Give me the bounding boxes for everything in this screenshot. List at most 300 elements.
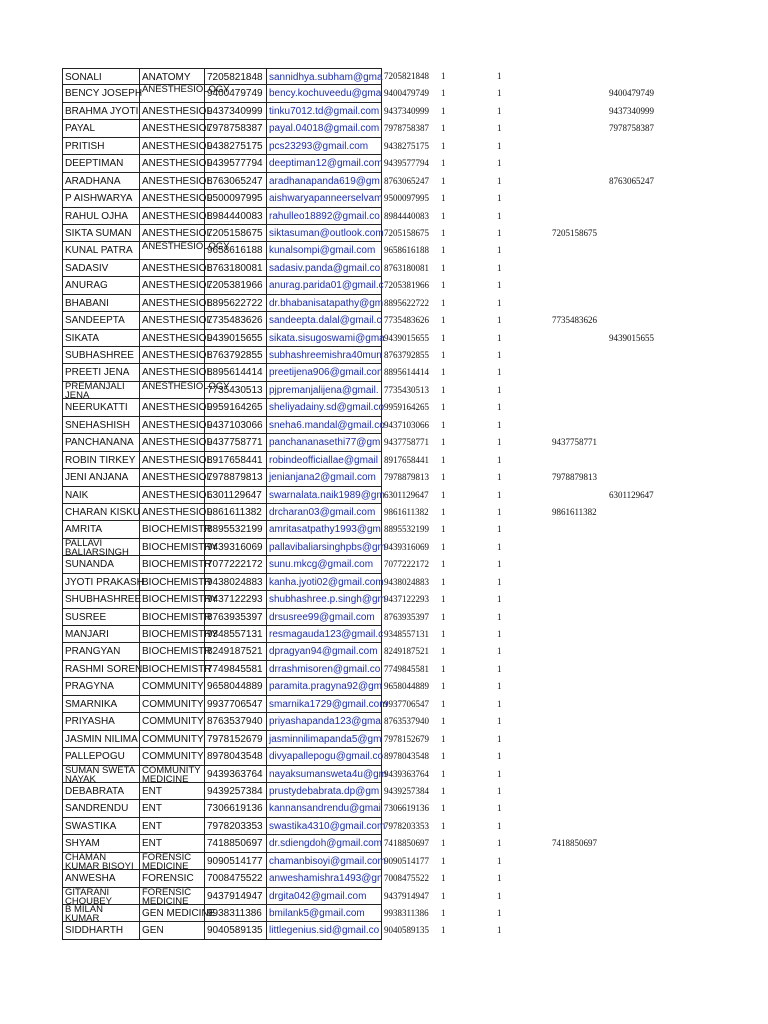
phone-cell: 9500097995	[205, 190, 267, 207]
extra-phone-cell	[607, 818, 687, 835]
department-cell: ENT	[140, 818, 205, 835]
phone-copy-cell: 9040589135	[384, 925, 429, 936]
email-cell: resmagauda123@gmail.c	[267, 626, 382, 643]
department-cell: FORENSIC	[140, 870, 205, 887]
department-cell: FORENSIC MEDICINE	[140, 888, 205, 905]
extra-phone-cell	[607, 905, 687, 922]
phone-cell: 8763065247	[205, 173, 267, 190]
department-cell: GEN	[140, 922, 205, 939]
email-cell: sadasiv.panda@gmail.co	[267, 260, 382, 277]
phone-copy-cell: 7418850697	[384, 838, 429, 849]
department-cell: BIOCHEMISTRY	[140, 539, 205, 556]
phone-copy-cell: 9437103066	[384, 419, 429, 430]
count-cell: 1	[497, 524, 502, 535]
phone-cell: 7749845581	[205, 661, 267, 678]
extra-phone-cell	[607, 68, 687, 85]
name-cell: JYOTI PRAKASH	[62, 574, 140, 591]
count-cell: 1	[497, 193, 502, 204]
phone-copy-cell: 7978152679	[384, 733, 429, 744]
phone-copy-cell: 7205381966	[384, 280, 429, 291]
count-cell: 1	[441, 123, 446, 134]
extra-phone-cell	[607, 260, 687, 277]
count-cell: 1	[497, 785, 502, 796]
name-cell: KUNAL PATRA	[62, 242, 140, 259]
count-cell: 1	[441, 820, 446, 831]
count-cell: 1	[441, 332, 446, 343]
count-cell: 1	[441, 175, 446, 186]
department-cell: ANESTHESIOL	[140, 330, 205, 347]
count-cell: 1	[441, 227, 446, 238]
phone-copy-cell: 8763792855	[384, 350, 429, 360]
count-cell: 1	[441, 297, 446, 308]
email-cell: bency.kochuveedu@gma	[267, 85, 382, 102]
phone-cell: 7077222172	[205, 556, 267, 573]
extra-phone-cell	[607, 399, 687, 416]
count-cell: 1	[497, 541, 502, 552]
department-cell: COMMUNITY	[140, 696, 205, 713]
phone-cell: 9400479749	[205, 85, 267, 102]
count-cell: 1	[441, 629, 446, 639]
department-cell: BIOCHEMISTR	[140, 521, 205, 538]
extra-phone-cell	[607, 661, 687, 678]
department-cell: ANESTHESIOL	[140, 417, 205, 434]
count-cell: 1	[497, 140, 502, 151]
phone-cell: 9439257384	[205, 783, 267, 800]
extra-phone-cell	[607, 364, 687, 381]
count-cell: 1	[441, 140, 446, 151]
email-cell: pjpremanjalijena@gmail.	[267, 382, 382, 399]
department-cell: ANESTHESIOL	[140, 312, 205, 329]
count-cell: 1	[497, 611, 502, 622]
phone-cell: 9437122293	[205, 591, 267, 608]
department-cell: ANESTHESIOL	[140, 190, 205, 207]
phone-copy-cell: 7735430513	[384, 384, 429, 395]
phone-copy-cell: 8895532199	[384, 524, 429, 535]
count-cell: 1	[441, 716, 446, 727]
extra-phone-cell	[607, 643, 687, 660]
phone-cell: 9437758771	[205, 434, 267, 451]
email-cell: pcs23293@gmail.com	[267, 138, 382, 155]
email-cell: chamanbisoyi@gmail.com	[267, 853, 382, 870]
name-cell: AMRITA	[62, 521, 140, 538]
phone-cell: 8763935397	[205, 609, 267, 626]
count-cell: 1	[497, 280, 502, 291]
email-cell: payal.04018@gmail.com	[267, 120, 382, 137]
phone-cell: 9437340999	[205, 103, 267, 120]
name-cell: SIKATA	[62, 330, 140, 347]
name-cell: P AISHWARYA	[62, 190, 140, 207]
count-cell: 1	[497, 402, 502, 413]
phone-cell: 7978758387	[205, 120, 267, 137]
phone-copy-cell: 8895622722	[384, 297, 429, 308]
phone-copy-cell: 8763180081	[384, 262, 429, 273]
phone-copy-cell: 9437914947	[384, 890, 429, 901]
email-cell: dr.sdiengdoh@gmail.com	[267, 835, 382, 852]
department-cell: ANESTHESIOL	[140, 120, 205, 137]
email-cell: anweshamishra1493@gn	[267, 870, 382, 887]
email-cell: siktasuman@outlook.com	[267, 225, 382, 242]
extra-phone-cell	[607, 155, 687, 172]
phone-copy-cell: 9437122293	[384, 594, 429, 605]
phone-copy-cell: 9861611382	[384, 506, 429, 517]
count-cell: 1	[497, 751, 502, 762]
department-cell: ANESTHESIOL	[140, 103, 205, 120]
extra-phone-cell	[607, 731, 687, 748]
count-cell: 1	[441, 489, 446, 500]
department-cell: ANESTHESIOL	[140, 504, 205, 521]
email-cell: priyashapanda123@gma	[267, 713, 382, 730]
count-cell: 1	[441, 576, 446, 587]
phone-cell: 9439577794	[205, 155, 267, 172]
extra-phone-cell: 7735483626	[552, 315, 597, 326]
email-cell: robindeofficiallae@gmail	[267, 452, 382, 469]
email-cell: drgita042@gmail.com	[267, 888, 382, 905]
department-cell: ANESTHESIOL	[140, 487, 205, 504]
count-cell: 1	[497, 419, 502, 430]
department-cell: ANESTHESIOLOGY	[140, 382, 205, 399]
phone-copy-cell: 7008475522	[384, 873, 429, 884]
phone-cell: 7008475522	[205, 870, 267, 887]
phone-copy-cell: 9437340999	[384, 105, 429, 116]
count-cell: 1	[497, 245, 502, 256]
email-cell: preetijena906@gmail.con	[267, 364, 382, 381]
count-cell: 1	[441, 210, 446, 221]
email-cell: anurag.parida01@gmail.c	[267, 277, 382, 294]
phone-cell: 8978043548	[205, 748, 267, 765]
email-cell: subhashreemishra40mun	[267, 347, 382, 364]
email-cell: dpragyan94@gmail.com	[267, 643, 382, 660]
email-cell: kunalsompi@gmail.com	[267, 242, 382, 259]
phone-copy-cell: 9348557131	[384, 629, 429, 639]
phone-copy-cell: 9937706547	[384, 698, 429, 709]
department-cell: COMMUNITY	[140, 748, 205, 765]
phone-copy-cell: 8917658441	[384, 454, 429, 465]
count-cell: 1	[441, 262, 446, 273]
name-cell: GITARANI CHOUBEY	[62, 888, 140, 905]
name-cell: DEEPTIMAN	[62, 155, 140, 172]
count-cell: 1	[441, 315, 446, 326]
department-cell: BIOCHEMISTRY	[140, 626, 205, 643]
department-cell: GEN MEDICINE	[140, 905, 205, 922]
count-cell: 1	[497, 158, 502, 169]
count-cell: 1	[497, 768, 502, 779]
name-cell: CHARAN KISKU	[62, 504, 140, 521]
name-cell: SADASIV	[62, 260, 140, 277]
count-cell: 1	[497, 873, 502, 884]
count-cell: 1	[497, 663, 502, 674]
name-cell: PREETI JENA	[62, 364, 140, 381]
email-cell: kanha.jyoti02@gmail.com	[267, 574, 382, 591]
count-cell: 1	[441, 681, 446, 692]
phone-copy-cell: 8984440083	[384, 210, 429, 221]
department-cell: ANESTHESIOL	[140, 399, 205, 416]
count-cell: 1	[497, 855, 502, 866]
phone-cell: 9438024883	[205, 574, 267, 591]
phone-copy-cell: 9438275175	[384, 140, 429, 151]
phone-copy-cell: 9439316069	[384, 541, 429, 552]
count-cell: 1	[441, 908, 446, 918]
name-cell: ROBIN TIRKEY	[62, 452, 140, 469]
extra-phone-cell: 8763065247	[609, 175, 654, 186]
count-cell: 1	[497, 227, 502, 238]
count-cell: 1	[441, 855, 446, 866]
count-cell: 1	[497, 123, 502, 134]
extra-phone-cell: 9439015655	[609, 332, 654, 343]
email-cell: smarnika1729@gmail.com	[267, 696, 382, 713]
email-cell: sheliyadainy.sd@gmail.co	[267, 399, 382, 416]
count-cell: 1	[497, 262, 502, 273]
email-cell: amritasatpathy1993@gm	[267, 521, 382, 538]
phone-cell: 9937706547	[205, 696, 267, 713]
extra-phone-cell	[607, 190, 687, 207]
count-cell: 1	[497, 925, 502, 936]
count-cell: 1	[441, 751, 446, 762]
name-cell: ARADHANA	[62, 173, 140, 190]
department-cell: BIOCHEMISTR	[140, 661, 205, 678]
email-cell: aishwaryapanneerselvam	[267, 190, 382, 207]
extra-phone-cell	[607, 504, 687, 521]
phone-copy-cell: 9437758771	[384, 437, 429, 448]
extra-phone-cell: 6301129647	[609, 489, 654, 500]
count-cell: 1	[497, 681, 502, 692]
name-cell: NAIK	[62, 487, 140, 504]
phone-cell: 8763537940	[205, 713, 267, 730]
department-cell: BIOCHEMISTR	[140, 609, 205, 626]
extra-phone-cell	[607, 748, 687, 765]
phone-cell: 9437914947	[205, 888, 267, 905]
name-cell: NEERUKATTI	[62, 399, 140, 416]
extra-phone-cell	[607, 417, 687, 434]
phone-copy-cell: 7735483626	[384, 315, 429, 326]
name-cell: SWASTIKA	[62, 818, 140, 835]
phone-cell: 7418850697	[205, 835, 267, 852]
count-cell: 1	[497, 88, 502, 99]
phone-cell: 8763792855	[205, 347, 267, 364]
phone-cell: 8895614414	[205, 364, 267, 381]
count-cell: 1	[441, 663, 446, 674]
extra-phone-cell	[607, 521, 687, 538]
email-cell: drrashmisoren@gmail.co	[267, 661, 382, 678]
phone-cell: 9040589135	[205, 922, 267, 939]
phone-copy-cell: 8895614414	[384, 367, 429, 378]
name-cell: SUBHASHREE	[62, 347, 140, 364]
phone-copy-cell: 7077222172	[384, 559, 429, 570]
name-cell: PALLEPOGU	[62, 748, 140, 765]
count-cell: 1	[497, 716, 502, 727]
phone-copy-cell: 8763065247	[384, 175, 429, 186]
department-cell: ANESTHESIOL	[140, 469, 205, 486]
department-cell: BIOCHEMISTR	[140, 556, 205, 573]
phone-copy-cell: 8763935397	[384, 611, 429, 622]
count-cell: 1	[441, 402, 446, 413]
department-cell: ANESTHESIOL	[140, 173, 205, 190]
phone-cell: 7978879813	[205, 469, 267, 486]
department-cell: ANESTHESIOL	[140, 260, 205, 277]
extra-phone-cell	[607, 539, 687, 556]
count-cell: 1	[497, 175, 502, 186]
extra-phone-cell	[607, 626, 687, 643]
extra-phone-cell	[607, 783, 687, 800]
name-cell: SUNANDA	[62, 556, 140, 573]
count-cell: 1	[441, 71, 446, 81]
count-cell: 1	[497, 454, 502, 465]
phone-copy-cell: 6301129647	[384, 489, 429, 500]
phone-cell: 7735430513	[205, 382, 267, 399]
name-cell: SIKTA SUMAN	[62, 225, 140, 242]
department-cell: ANESTHESIOL	[140, 208, 205, 225]
phone-cell: 9438275175	[205, 138, 267, 155]
phone-cell: 9437103066	[205, 417, 267, 434]
name-cell: SUSREE	[62, 609, 140, 626]
name-cell: PAYAL	[62, 120, 140, 137]
count-cell: 1	[441, 925, 446, 936]
count-cell: 1	[441, 506, 446, 517]
phone-copy-cell: 9658044889	[384, 681, 429, 692]
extra-phone-cell	[607, 277, 687, 294]
count-cell: 1	[441, 768, 446, 779]
count-cell: 1	[441, 803, 446, 814]
extra-phone-cell	[607, 800, 687, 817]
count-cell: 1	[497, 332, 502, 343]
department-cell: ANESTHESIOLOGY	[140, 85, 205, 102]
name-cell: PALLAVI BALIARSINGH	[62, 539, 140, 556]
phone-cell: 7205158675	[205, 225, 267, 242]
extra-phone-cell	[607, 922, 687, 939]
phone-cell: 9938311386	[205, 905, 267, 922]
extra-phone-cell	[607, 888, 687, 905]
count-cell: 1	[441, 454, 446, 465]
name-cell: BENCY JOSEPH	[62, 85, 140, 102]
email-cell: jenianjana2@gmail.com	[267, 469, 382, 486]
email-cell: jasminnilimapanda5@gm	[267, 731, 382, 748]
phone-cell: 9658044889	[205, 678, 267, 695]
name-cell: PANCHANANA	[62, 434, 140, 451]
phone-copy-cell: 9959164265	[384, 402, 429, 413]
name-cell: RAHUL OJHA	[62, 208, 140, 225]
extra-phone-cell	[607, 853, 687, 870]
phone-cell: 9658616188	[205, 242, 267, 259]
count-cell: 1	[497, 698, 502, 709]
count-cell: 1	[497, 890, 502, 901]
email-cell: littlegenius.sid@gmail.co	[267, 922, 382, 939]
name-cell: SUMAN SWETA NAYAK	[62, 766, 140, 783]
department-cell: BIOCHEMISTRY	[140, 591, 205, 608]
count-cell: 1	[441, 384, 446, 395]
phone-cell: 9348557131	[205, 626, 267, 643]
department-cell: ANESTHESIOL	[140, 452, 205, 469]
phone-copy-cell: 9439257384	[384, 785, 429, 796]
count-cell: 1	[441, 559, 446, 570]
extra-phone-cell: 9400479749	[609, 88, 654, 99]
count-cell: 1	[497, 105, 502, 116]
name-cell: SNEHASHISH	[62, 417, 140, 434]
count-cell: 1	[497, 559, 502, 570]
name-cell: SONALI	[62, 68, 140, 85]
count-cell: 1	[441, 280, 446, 291]
department-cell: ANESTHESIOL	[140, 364, 205, 381]
count-cell: 1	[441, 890, 446, 901]
department-cell: FORENSIC MEDICINE	[140, 853, 205, 870]
email-cell: sannidhya.subham@gma	[267, 68, 382, 85]
department-cell: ANESTHESIOL	[140, 347, 205, 364]
name-cell: SHYAM	[62, 835, 140, 852]
name-cell: CHAMAN KUMAR BISOYI	[62, 853, 140, 870]
phone-cell: 7205821848	[205, 68, 267, 85]
department-cell: COMMUNITY MEDICINE	[140, 766, 205, 783]
department-cell: ANESTHESIOL	[140, 434, 205, 451]
phone-cell: 9439363764	[205, 766, 267, 783]
department-cell: ANESTHESIOLOGY	[140, 242, 205, 259]
phone-copy-cell: 9438024883	[384, 576, 429, 587]
phone-copy-cell: 9439015655	[384, 332, 429, 343]
email-cell: prustydebabrata.dp@gm	[267, 783, 382, 800]
extra-phone-cell	[607, 242, 687, 259]
email-cell: tinku7012.td@gmail.com	[267, 103, 382, 120]
phone-cell: 8763180081	[205, 260, 267, 277]
count-cell: 1	[441, 594, 446, 605]
phone-copy-cell: 9439363764	[384, 768, 429, 779]
extra-phone-cell	[607, 138, 687, 155]
count-cell: 1	[441, 733, 446, 744]
extra-phone-cell	[607, 696, 687, 713]
name-cell: B MILAN KUMAR	[62, 905, 140, 922]
email-cell: paramita.pragyna92@gm	[267, 678, 382, 695]
department-cell: ENT	[140, 800, 205, 817]
name-cell: SIDDHARTH	[62, 922, 140, 939]
phone-cell: 8895622722	[205, 295, 267, 312]
phone-cell: 6301129647	[205, 487, 267, 504]
name-cell: SANDEEPTA	[62, 312, 140, 329]
extra-phone-cell	[607, 678, 687, 695]
count-cell: 1	[441, 437, 446, 448]
name-cell: MANJARI	[62, 626, 140, 643]
email-cell: swastika4310@gmail.com	[267, 818, 382, 835]
phone-cell: 7306619136	[205, 800, 267, 817]
department-cell: ANESTHESIOL	[140, 277, 205, 294]
name-cell: PRAGYNA	[62, 678, 140, 695]
phone-copy-cell: 7306619136	[384, 803, 429, 814]
email-cell: rahulleo18892@gmail.co	[267, 208, 382, 225]
count-cell: 1	[441, 105, 446, 116]
email-cell: dr.bhabanisatapathy@gm	[267, 295, 382, 312]
department-cell: ANESTHESIOL	[140, 225, 205, 242]
email-cell: deeptiman12@gmail.com	[267, 155, 382, 172]
extra-phone-cell: 9861611382	[552, 506, 597, 517]
name-cell: PRANGYAN	[62, 643, 140, 660]
count-cell: 1	[497, 315, 502, 326]
email-cell: swarnalata.naik1989@gm	[267, 487, 382, 504]
phone-cell: 8984440083	[205, 208, 267, 225]
extra-phone-cell	[607, 574, 687, 591]
count-cell: 1	[441, 367, 446, 378]
extra-phone-cell	[607, 835, 687, 852]
department-cell: ENT	[140, 835, 205, 852]
phone-cell: 7978203353	[205, 818, 267, 835]
extra-phone-cell: 9437340999	[609, 105, 654, 116]
phone-copy-cell: 7978879813	[384, 472, 429, 483]
extra-phone-cell: 7978879813	[552, 472, 597, 483]
extra-phone-cell	[607, 609, 687, 626]
phone-cell: 9959164265	[205, 399, 267, 416]
phone-cell: 9090514177	[205, 853, 267, 870]
department-cell: ANESTHESIOL	[140, 138, 205, 155]
count-cell: 1	[441, 158, 446, 169]
phone-copy-cell: 9500097995	[384, 193, 429, 204]
phone-copy-cell: 8249187521	[384, 646, 429, 657]
extra-phone-cell	[607, 295, 687, 312]
email-cell: sikata.sisugoswami@gma	[267, 330, 382, 347]
phone-copy-cell: 9090514177	[384, 855, 429, 866]
